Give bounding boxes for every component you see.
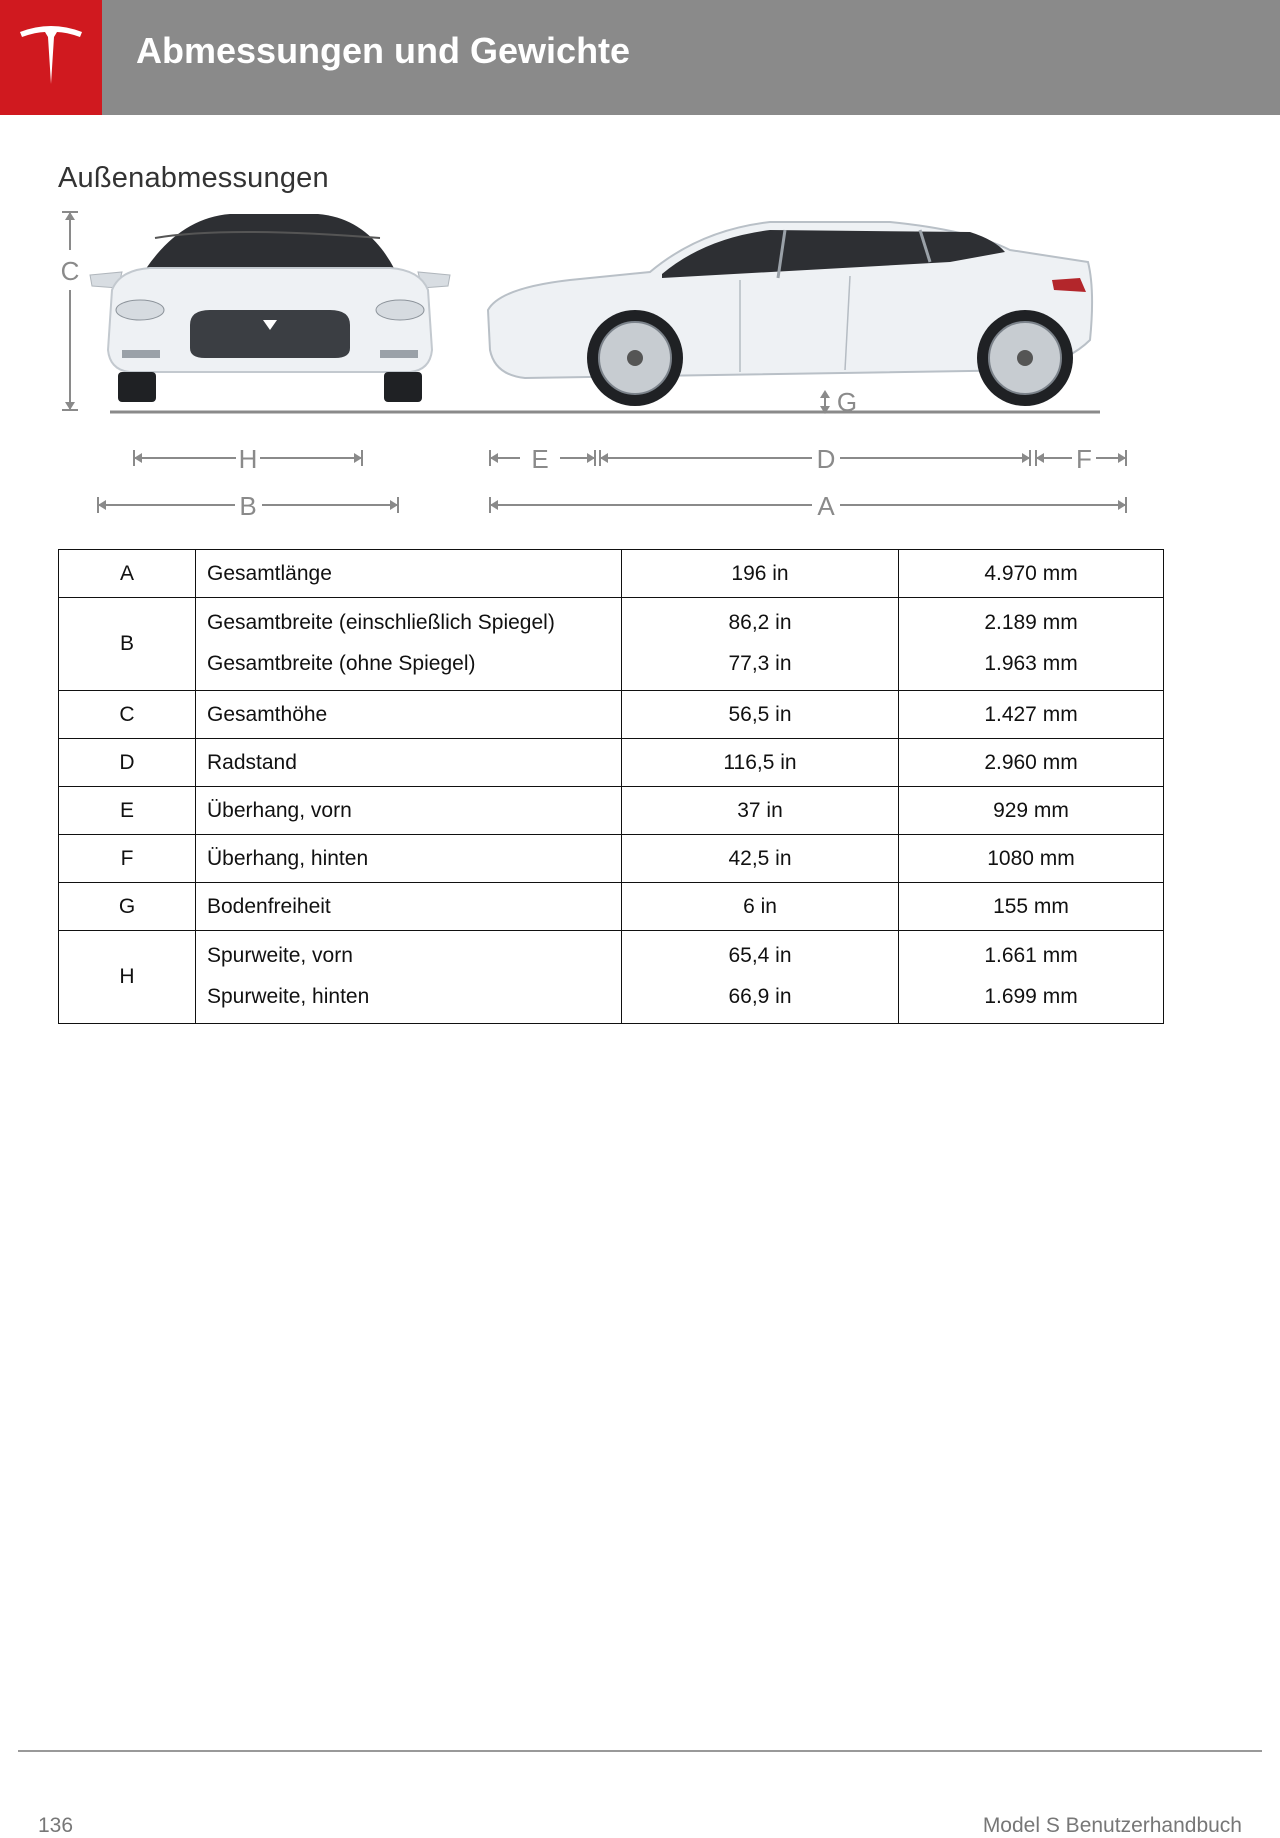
value-mm: 2.960 mm [984,751,1078,774]
value-inches: 77,3 in [728,652,792,675]
value-mm: 929 mm [993,799,1069,822]
table-row [59,739,1164,787]
value-inches: 6 in [743,895,777,918]
table-row [59,835,1164,883]
car-front-view [90,214,450,402]
value-mm: 2.189 mm [984,611,1078,634]
dimension-label-f: F [1076,444,1092,474]
value-inches: 37 in [737,799,783,822]
value-inches: 65,4 in [728,944,792,967]
vehicle-dimensions-diagram [50,200,1170,530]
row-letter: A [59,550,196,598]
table-row [59,883,1164,931]
row-description: Gesamthöhe [207,703,328,726]
dimension-label-e: E [531,444,549,474]
row-letter: B [59,598,196,691]
value-mm: 1.661 mm [984,944,1078,967]
row-letter: D [59,739,196,787]
row-letter: F [59,835,196,883]
tesla-logo-icon [16,18,86,88]
row-letter: C [59,691,196,739]
dimension-label-g: G [836,387,858,417]
dimension-label-h: H [238,444,258,474]
dimension-c [62,212,78,410]
dimensions-table [58,549,1164,1024]
page-title: Abmessungen und Gewichte [136,30,631,71]
dimension-d [600,450,1030,466]
row-description: Spurweite, hinten [207,985,370,1008]
row-description: Überhang, hinten [207,847,369,870]
value-inches: 86,2 in [728,611,792,634]
row-letter: H [59,931,196,1024]
manual-name: Model S Benutzerhandbuch [982,1814,1242,1837]
value-mm: 1.963 mm [984,652,1078,675]
value-mm: 155 mm [993,895,1069,918]
table-row [59,550,1164,598]
dimension-g [820,390,830,414]
row-description: Überhang, vorn [207,799,352,822]
value-mm: 1.699 mm [984,985,1078,1008]
row-letter: G [59,883,196,931]
dimension-label-b: B [239,491,257,521]
value-mm: 4.970 mm [984,562,1078,585]
dimension-label-a: A [817,491,835,521]
row-description: Gesamtbreite (ohne Spiegel) [207,652,476,675]
page-number: 136 [38,1814,74,1837]
value-inches: 116,5 in [723,751,797,774]
dimension-label-c: C [60,256,80,286]
row-description: Gesamtbreite (einschließlich Spiegel) [207,611,555,634]
car-side-view [488,222,1092,406]
dimension-a [490,497,1126,513]
page-header [0,0,1280,115]
dimension-label-d: D [816,444,836,474]
footer-divider [18,1750,1262,1752]
value-mm: 1.427 mm [984,703,1078,726]
value-inches: 66,9 in [728,985,792,1008]
row-letter: E [59,787,196,835]
logo-box [0,0,102,115]
row-description: Spurweite, vorn [207,944,353,967]
value-inches: 56,5 in [728,703,792,726]
value-inches: 196 in [731,562,789,585]
table-row [59,931,1164,1024]
table-row [59,787,1164,835]
value-inches: 42,5 in [728,847,792,870]
row-description: Radstand [207,751,297,774]
row-description: Bodenfreiheit [207,895,331,918]
table-row [59,598,1164,691]
row-description: Gesamtlänge [207,562,332,585]
section-title: Außenabmessungen [58,162,329,194]
value-mm: 1080 mm [987,847,1075,870]
table-row [59,691,1164,739]
